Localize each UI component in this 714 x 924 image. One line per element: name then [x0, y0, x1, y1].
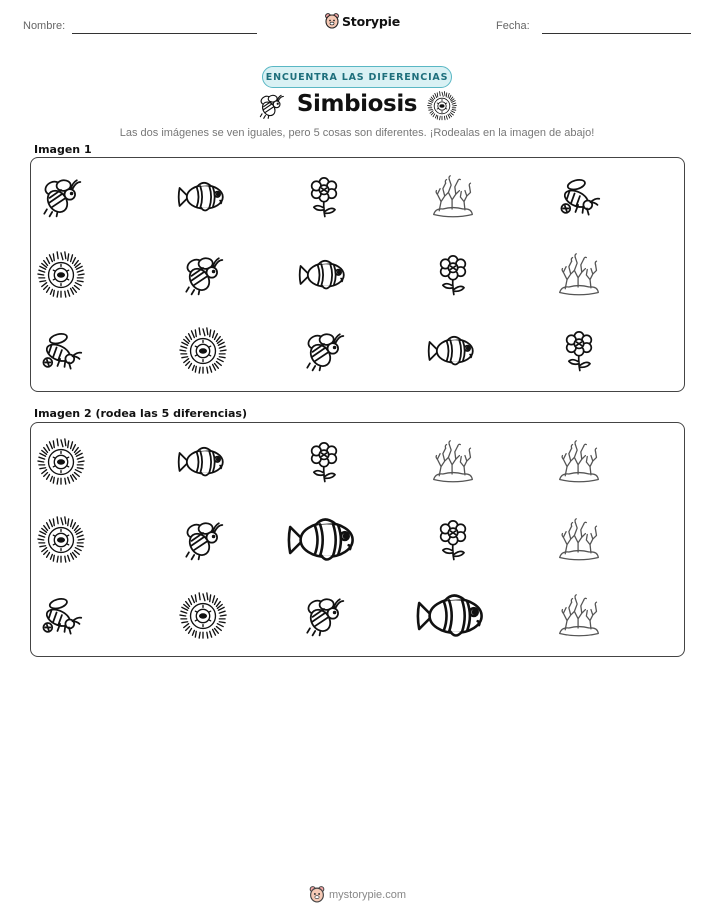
name-line[interactable]	[72, 33, 257, 34]
bee-icon	[302, 329, 346, 373]
image2-anemone-r2c1[interactable]	[2, 505, 120, 575]
bee-icon	[257, 91, 285, 125]
image1-clownfish-r1c2	[144, 162, 262, 232]
image1-panel	[30, 157, 685, 392]
bee-icon	[181, 253, 225, 297]
date-line[interactable]	[542, 33, 691, 34]
sea-anemone-icon	[427, 91, 457, 125]
anemone-icon	[37, 438, 85, 486]
anemone-icon	[179, 327, 227, 375]
image2-clownfish-large-r2c3[interactable]	[265, 505, 383, 575]
image2-anemone-r1c1[interactable]	[2, 427, 120, 497]
image1-label: Imagen 1	[34, 143, 92, 156]
image1-flower-r1c3	[265, 162, 383, 232]
coral-icon	[556, 439, 602, 485]
bear-mascot-icon	[309, 886, 325, 903]
coral-icon	[430, 439, 476, 485]
image1-clownfish-r3c4	[394, 316, 512, 386]
bee-icon	[302, 594, 346, 638]
clownfish-icon	[176, 178, 230, 216]
clownfish-icon	[297, 256, 351, 294]
flower-icon	[307, 439, 341, 485]
clownfish-large-icon	[414, 588, 492, 644]
footer-site: mystorypie.com	[329, 888, 407, 901]
image2-coral-r1c5[interactable]	[520, 427, 638, 497]
image1-bee-side-r1c5	[520, 162, 638, 232]
bee-icon	[181, 518, 225, 562]
instructions: Las dos imágenes se ven iguales, pero 5 cosas son diferentes. ¡Rodealas en la imagen de abajo!	[119, 127, 595, 139]
footer	[309, 886, 406, 903]
flower-icon	[436, 517, 470, 563]
image2-clownfish-large-r3c4[interactable]	[394, 581, 512, 651]
page-title: Simbiosis	[296, 91, 418, 117]
image1-bee-side-r3c1	[2, 316, 120, 386]
anemone-icon	[179, 592, 227, 640]
anemone-icon	[37, 516, 85, 564]
brand-logo	[325, 13, 400, 29]
clownfish-large-icon	[285, 512, 363, 568]
image2-flower-r2c4[interactable]	[394, 505, 512, 575]
flower-icon	[562, 328, 596, 374]
coral-icon	[430, 174, 476, 220]
image1-anemone-r2c1	[2, 240, 120, 310]
clownfish-icon	[426, 332, 480, 370]
image1-coral-r2c5	[520, 240, 638, 310]
image2-bee-side-r3c1[interactable]	[2, 581, 120, 651]
anemone-icon	[37, 251, 85, 299]
coral-icon	[556, 252, 602, 298]
image2-panel[interactable]	[30, 422, 685, 657]
brand-name: Storypie	[342, 13, 400, 29]
image2-bee-r2c2[interactable]	[144, 505, 262, 575]
name-label: Nombre:	[23, 20, 66, 32]
image2-label: Imagen 2 (rodea las 5 diferencias)	[34, 407, 248, 420]
date-label: Fecha:	[496, 20, 530, 32]
image1-anemone-r3c2	[144, 316, 262, 386]
flower-icon	[307, 174, 341, 220]
flower-icon	[436, 252, 470, 298]
bear-mascot-icon	[325, 13, 339, 29]
image2-anemone-r3c2[interactable]	[144, 581, 262, 651]
worksheet-type-badge: ENCUENTRA LAS DIFERENCIAS	[262, 66, 452, 88]
image1-flower-r3c5	[520, 316, 638, 386]
image2-flower-r1c3[interactable]	[265, 427, 383, 497]
image2-coral-r1c4[interactable]	[394, 427, 512, 497]
image1-bee-r3c3	[265, 316, 383, 386]
bee-side-icon	[39, 594, 83, 638]
coral-icon	[556, 517, 602, 563]
clownfish-icon	[176, 443, 230, 481]
image1-flower-r2c4	[394, 240, 512, 310]
image1-bee-r2c2	[144, 240, 262, 310]
bee-icon	[39, 175, 83, 219]
image2-clownfish-r1c2[interactable]	[144, 427, 262, 497]
image1-coral-r1c4	[394, 162, 512, 232]
image1-clownfish-r2c3	[265, 240, 383, 310]
bee-side-icon	[557, 175, 601, 219]
bee-side-icon	[39, 329, 83, 373]
image1-bee-r1c1	[2, 162, 120, 232]
image2-bee-r3c3[interactable]	[265, 581, 383, 651]
image2-coral-r3c5[interactable]	[520, 581, 638, 651]
coral-icon	[556, 593, 602, 639]
image2-coral-r2c5[interactable]	[520, 505, 638, 575]
